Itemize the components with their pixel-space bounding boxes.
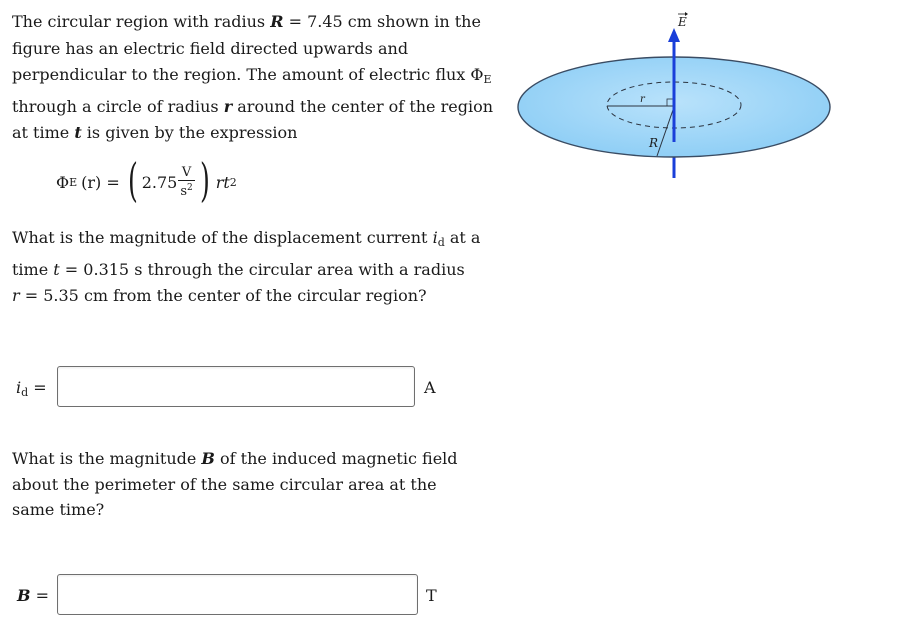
intro-line-2: figure has an electric field directed upwards and [12,38,409,58]
intro-line-5: at time t is given by the expression [12,123,298,142]
id-answer-label: $i_d$ = [16,378,47,399]
q2-line-2: about the perimeter of the same circular area at the [12,474,437,494]
b-answer-label: B = [17,586,50,605]
right-paren: ) [199,153,210,207]
flux-symbol: Φ [56,172,70,192]
q2-line-3: same time? [12,500,105,519]
flux-rhs: rt [215,172,230,192]
intro-line-3: perpendicular to the region. The amount of electric flux $\Phi_E$ [12,65,492,86]
unit-numerator: V [181,165,192,180]
q2-line-1: What is the magnitude B of the induced magnetic field [12,449,458,468]
b-unit-label: T [426,586,437,605]
intro-line-4: through a circle of radius r around the center of the region [12,96,494,116]
q1-line-2: time t = 0.315 s through the circular area with a radius [12,259,465,279]
id-unit-label: A [424,378,436,397]
flux-subscript: E [69,175,78,189]
big-radius-label: R [649,136,659,150]
field-arrow-head [668,28,680,42]
small-radius-label: r [640,94,645,105]
flux-rhs-exponent: 2 [229,175,237,189]
q1-line-3: r = 5.35 cm from the center of the circular region? [12,286,427,305]
flux-coefficient: 2.75 [141,172,178,192]
field-label: E [678,15,687,29]
q1-line-1: What is the magnitude of the displacement current $i_d$ at a [12,228,481,249]
intro-line-1: The circular region with radius R = 7.45 cm shown in the [12,12,481,31]
flux-argument: (r) = [81,172,120,192]
left-paren: ( [127,153,138,207]
unit-denominator: $s^2$ [178,180,194,199]
